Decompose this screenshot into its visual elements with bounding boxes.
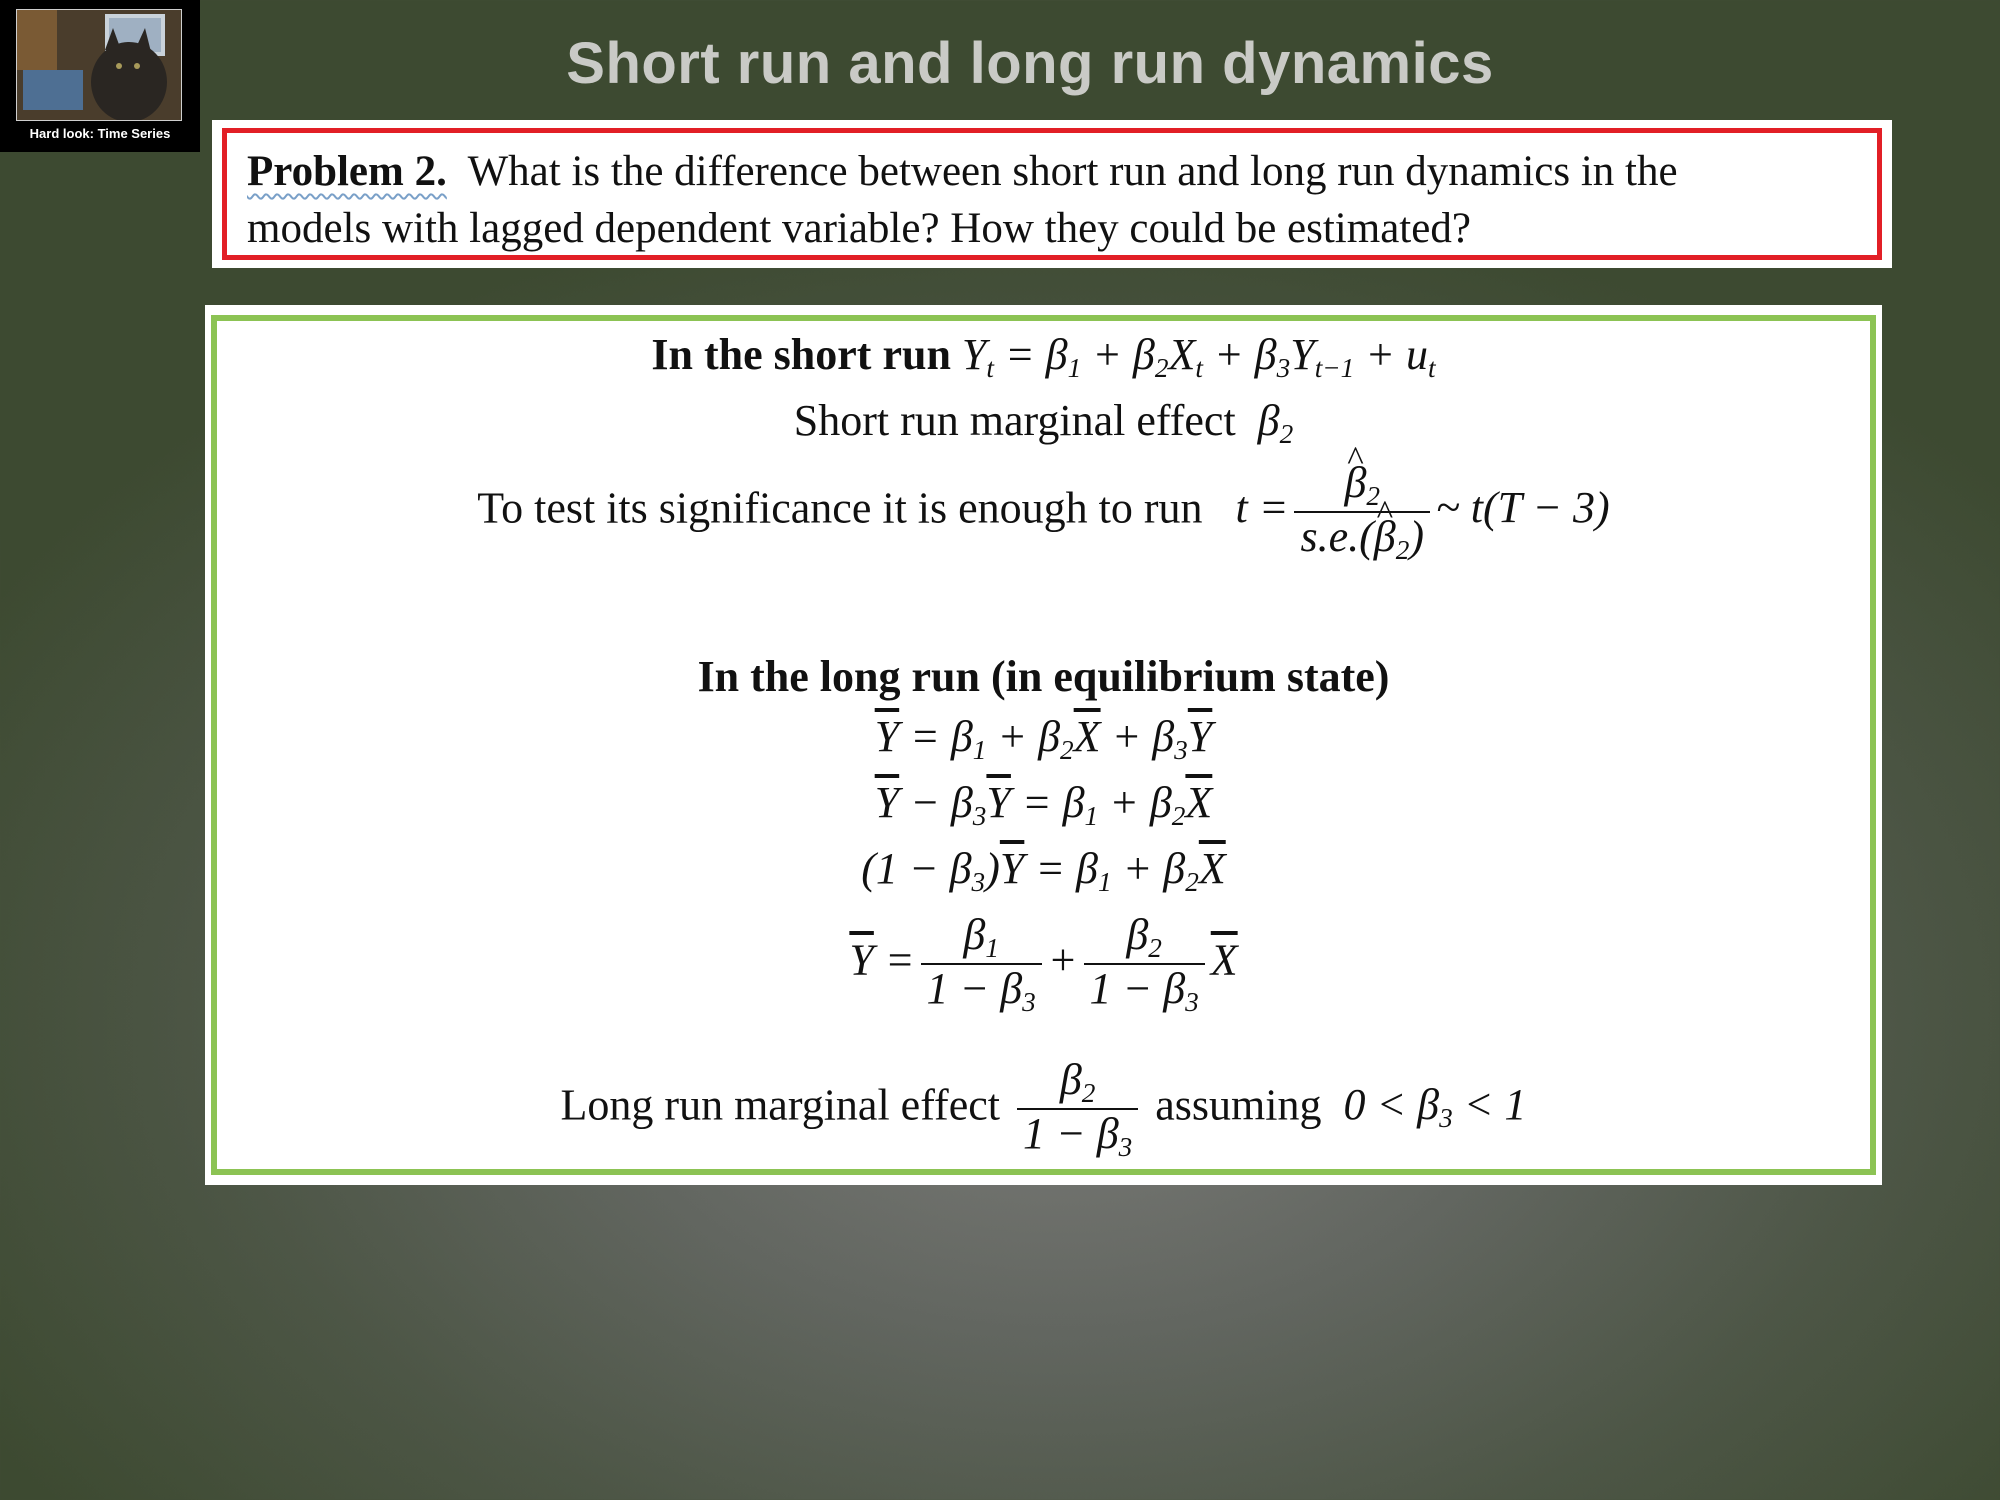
- answer-box: [205, 305, 1882, 1185]
- problem-line-1: [247, 143, 1857, 200]
- short-run-effect-line: [217, 395, 1870, 450]
- long-run-effect-line: [217, 1056, 1870, 1162]
- problem-heading: Problem 2.: [247, 148, 447, 195]
- problem-text-1: What is the difference between short run and long run dynamics in the: [467, 148, 1678, 195]
- long-run-effect-fraction: $\frac{\beta_2}{1 - \beta_3}$: [1017, 1056, 1138, 1162]
- long-run-effect-label: Long run marginal effect: [560, 1080, 1000, 1130]
- t-test-text: To test its significance it is enough to run: [477, 483, 1203, 533]
- problem-box: [212, 120, 1892, 268]
- t-test-line: [217, 459, 1870, 565]
- equilibrium-eq-3: $(1 - \beta_3)\overline{Y} = \beta_1 + \beta_2\overline{X}$: [861, 844, 1226, 898]
- equilibrium-eq-4: $\overline{Y}$ = $\frac{\beta_1}{1 - \beta_3}$ + $\frac{\beta_2}{1 - \beta_3}$ $\overline{X}$: [849, 910, 1238, 1018]
- long-run-heading: In the long run (in equilibrium state): [697, 652, 1390, 701]
- slide-title: Short run and long run dynamics: [566, 31, 1494, 96]
- short-run-effect-label: Short run marginal effect: [793, 396, 1236, 445]
- short-run-line: [217, 329, 1870, 384]
- problem-frame: [222, 128, 1882, 260]
- answer-frame: [211, 315, 1876, 1175]
- t-test-formula: t = ^ $\frac{\beta_2}{s.e.(\^{} \beta_2)}$ ~ t(T − 3): [1214, 483, 1610, 532]
- assuming-condition: $0 < \beta_3 < 1$: [1332, 1080, 1527, 1134]
- problem-text-2: models with lagged dependent variable? How they could be estimated?: [247, 205, 1471, 252]
- long-run-heading-line: [217, 651, 1870, 702]
- webcam-label: Hard look: Time Series: [29, 126, 171, 141]
- equilibrium-eq-1: $\overline{Y} = \beta_1 + \beta_2\overline{X} + \beta_3\overline{Y}$: [874, 712, 1213, 766]
- short-run-effect-symbol: $\beta_2$: [1246, 396, 1294, 450]
- short-run-equation: $Y_t = \beta_1 + \beta_2X_t + \beta_3Y_{t-1} + u_t$: [961, 330, 1436, 384]
- equilibrium-eq-2: $\overline{Y} - \beta_3\overline{Y} = \beta_1 + \beta_2\overline{X}$: [874, 778, 1213, 832]
- short-run-heading: In the short run: [651, 330, 951, 379]
- assuming-text: assuming: [1155, 1080, 1322, 1130]
